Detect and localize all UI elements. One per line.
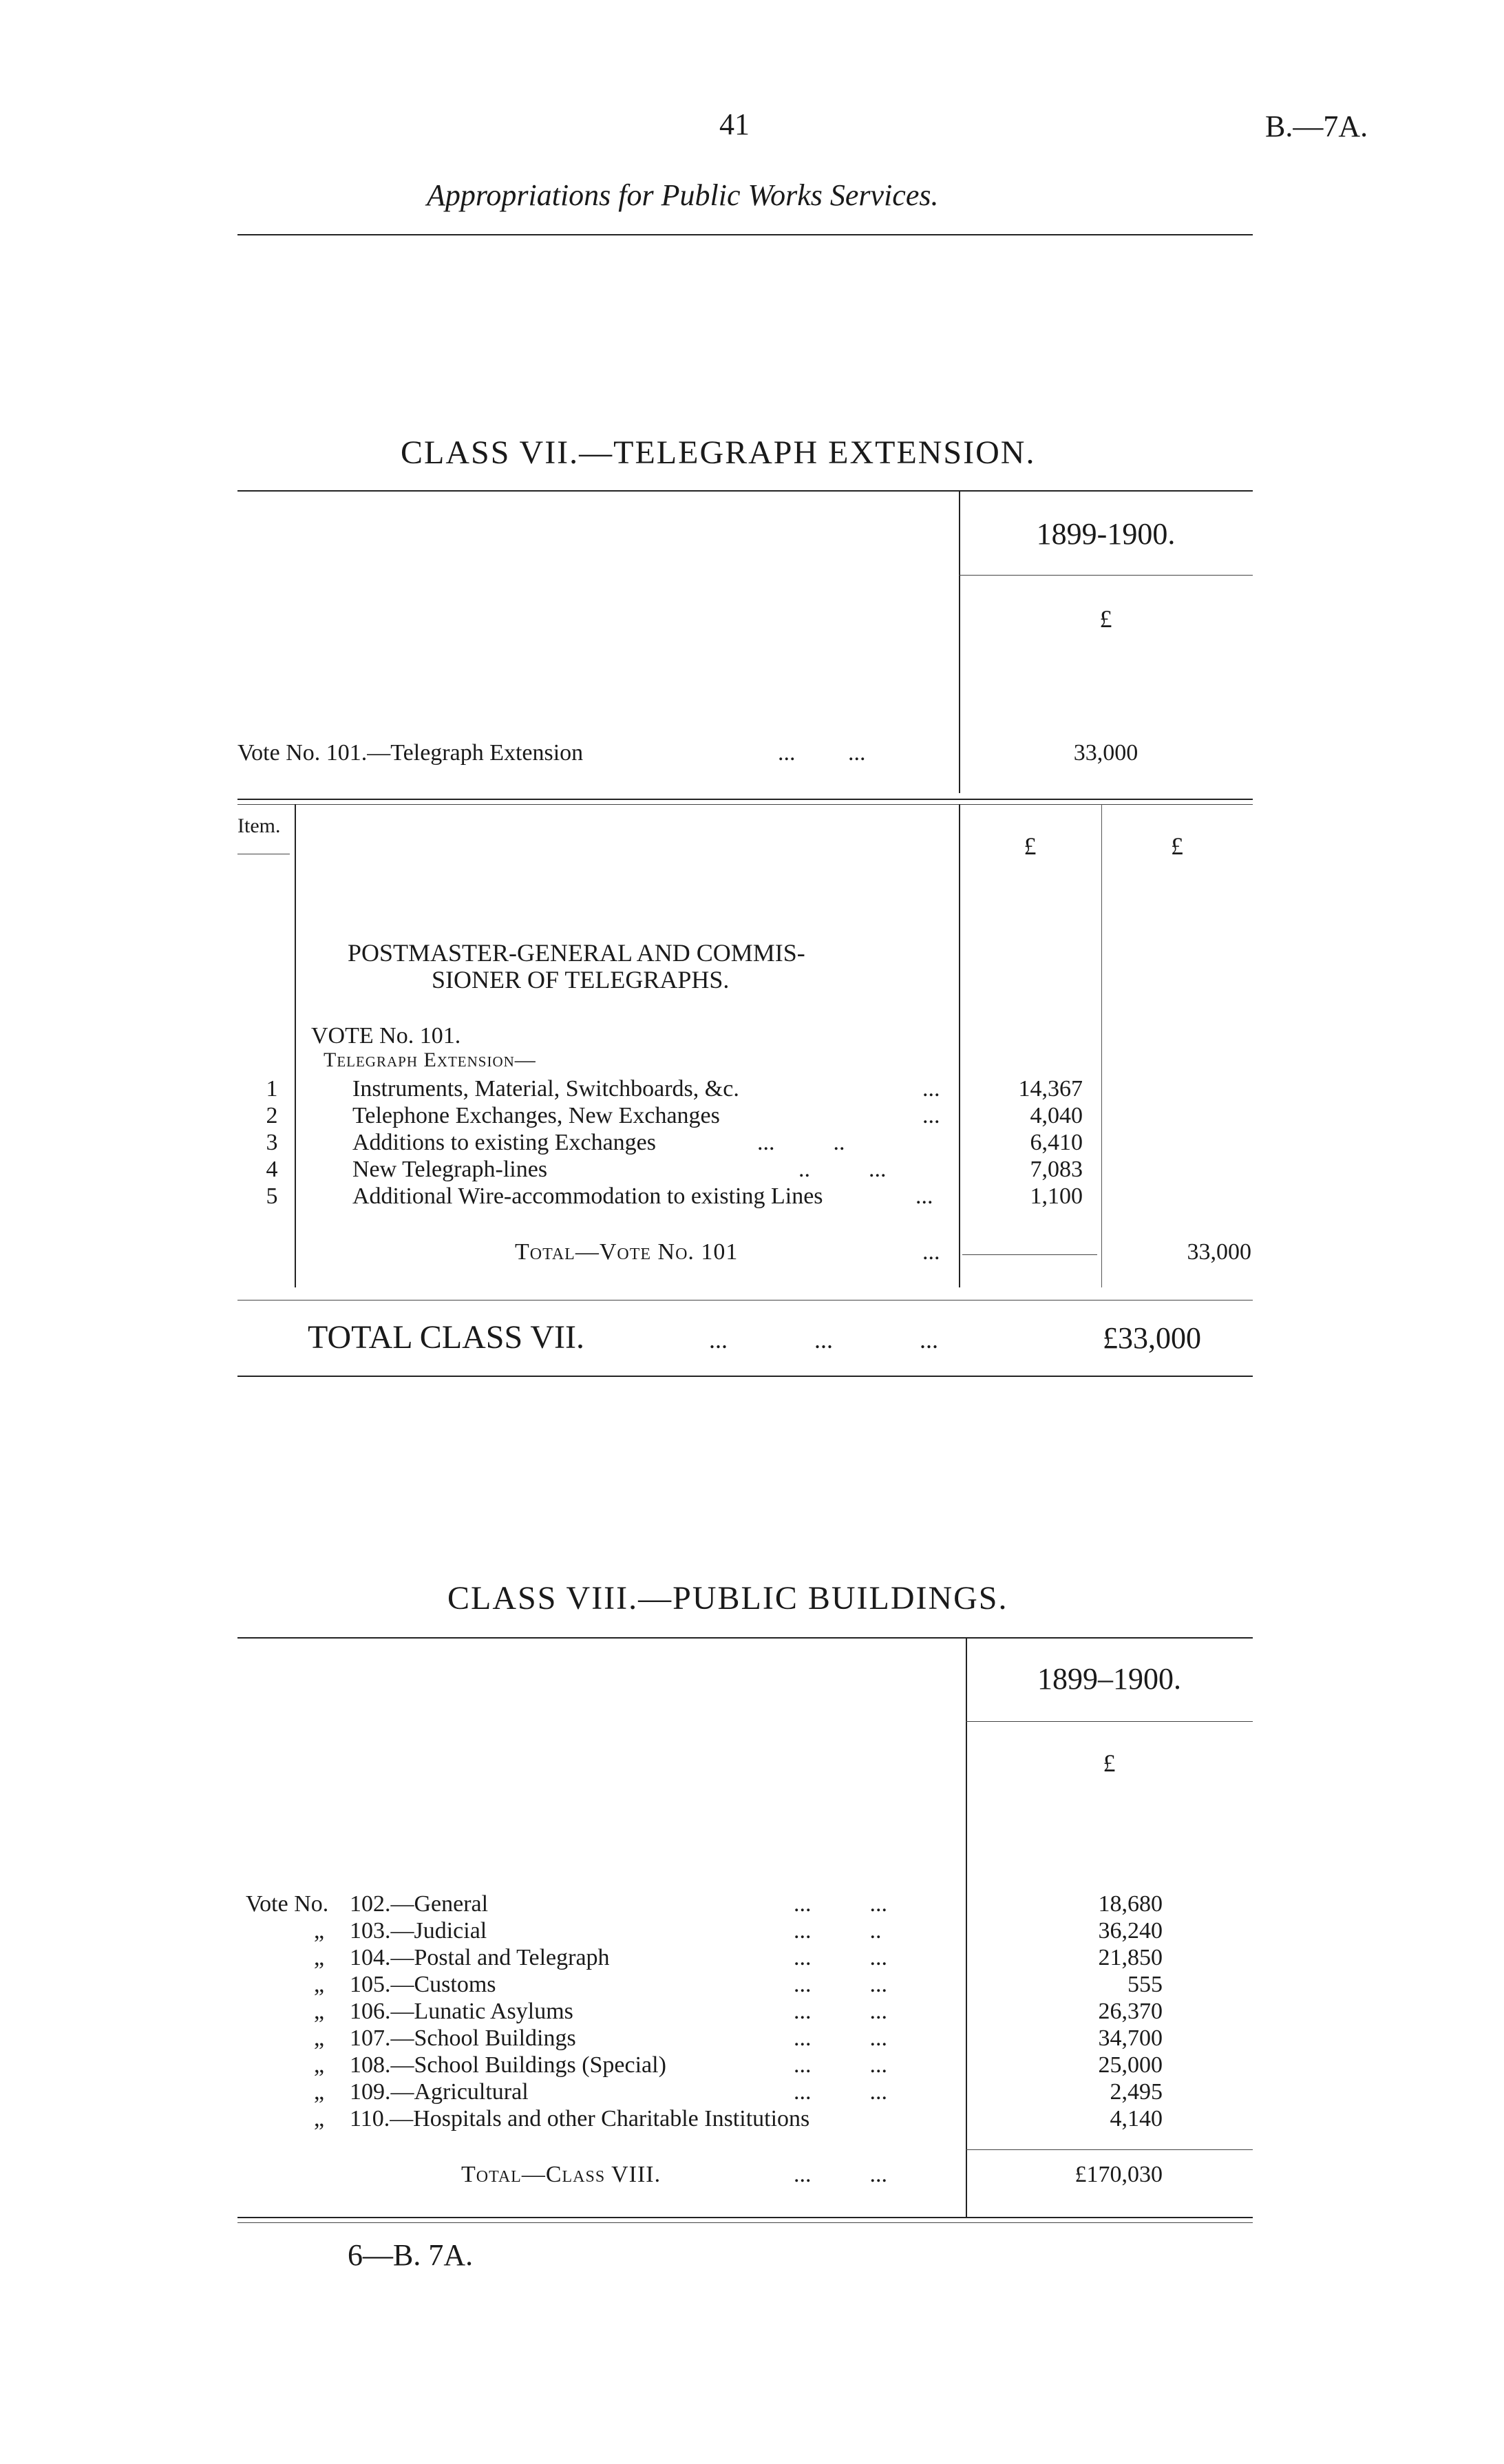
item-amount: 7,083 bbox=[1030, 1157, 1083, 1182]
vote-label: 106.—Lunatic Asylums bbox=[350, 1999, 573, 2024]
page-number: 41 bbox=[719, 107, 750, 141]
class-viii-total-dots: ... ... bbox=[794, 2162, 887, 2187]
vote-label: 103.—Judicial bbox=[350, 1918, 487, 1944]
department-line-1: POSTMASTER-GENERAL AND COMMIS- bbox=[348, 939, 805, 967]
vote-total-amount: 33,000 bbox=[1187, 1239, 1251, 1265]
class-vii-total-amount: £33,000 bbox=[1103, 1321, 1201, 1355]
vote-total-rule bbox=[962, 1254, 1097, 1255]
class-vii-vote-label: Vote No. 101.—Telegraph Extension bbox=[237, 740, 584, 766]
vote-prefix: „ bbox=[314, 2106, 325, 2131]
item-dots: .. ... bbox=[798, 1157, 887, 1182]
vote-prefix: „ bbox=[314, 2052, 325, 2078]
vote-dots: ... ... bbox=[794, 2052, 887, 2078]
class-viii-currency: £ bbox=[1103, 1749, 1116, 1777]
vote-dots: ... ... bbox=[794, 2025, 887, 2051]
item-column-header: Item. bbox=[237, 814, 281, 837]
detail-item-divider bbox=[295, 804, 296, 1287]
class-vii-year: 1899-1900. bbox=[1036, 517, 1176, 551]
telegraph-extension-subhead: Telegraph Extension— bbox=[324, 1049, 536, 1071]
class-vii-total-dots: ... ... ... bbox=[709, 1326, 938, 1354]
vote-amount: 34,700 bbox=[1098, 2025, 1163, 2051]
vote-label: 109.—Agricultural bbox=[350, 2079, 529, 2105]
item-number: 5 bbox=[266, 1183, 278, 1209]
vote-label: 108.—School Buildings (Special) bbox=[350, 2052, 666, 2078]
class-viii-total-label: Total—Class VIII. bbox=[461, 2162, 661, 2187]
document-reference: B.—7A. bbox=[1265, 109, 1368, 143]
item-label: Additional Wire-accommodation to existing Lines bbox=[352, 1183, 823, 1209]
vote-amount: 18,680 bbox=[1098, 1891, 1163, 1917]
signature-mark: 6—B. 7A. bbox=[348, 2238, 474, 2272]
vote-dots: ... ... bbox=[794, 1972, 887, 1997]
vote-label: 105.—Customs bbox=[350, 1972, 496, 1997]
item-dots: ... bbox=[922, 1076, 940, 1102]
vote-label: 104.—Postal and Telegraph bbox=[350, 1945, 610, 1970]
header-rule bbox=[237, 234, 1253, 235]
vote-amount: 25,000 bbox=[1098, 2052, 1163, 2078]
class-vii-summary-top-rule bbox=[237, 490, 1253, 492]
vote-amount: 555 bbox=[1127, 1972, 1163, 1997]
vote-dots: ... ... bbox=[794, 1891, 887, 1917]
class-vii-heading: CLASS VII.—TELEGRAPH EXTENSION. bbox=[401, 434, 1036, 471]
class-viii-total-rule bbox=[966, 2149, 1253, 2150]
vote-prefix: „ bbox=[314, 1972, 325, 1997]
vote-amount: 4,140 bbox=[1110, 2106, 1163, 2131]
vote-label: 107.—School Buildings bbox=[350, 2025, 576, 2051]
class-vii-year-rule bbox=[959, 575, 1253, 576]
detail-col1-currency: £ bbox=[1024, 832, 1037, 860]
vote-prefix: „ bbox=[314, 2079, 325, 2105]
vote-total-label: Total—Vote No. 101 bbox=[515, 1239, 739, 1265]
detail-amount-divider bbox=[959, 804, 960, 1287]
item-label: Instruments, Material, Switchboards, &c. bbox=[352, 1076, 739, 1102]
class-vii-vote-amount: 33,000 bbox=[1073, 740, 1138, 766]
vote-label: 102.—General bbox=[350, 1891, 489, 1917]
class-viii-top-rule bbox=[237, 1637, 1253, 1639]
page-title: Appropriations for Public Works Services. bbox=[427, 178, 939, 212]
class-viii-total-amount: £170,030 bbox=[1074, 2162, 1163, 2187]
class-vii-total-rule-top bbox=[237, 1300, 1253, 1301]
item-dots: ... bbox=[915, 1183, 933, 1209]
item-number: 2 bbox=[266, 1103, 278, 1128]
vote-prefix: „ bbox=[314, 2025, 325, 2051]
item-label: Telephone Exchanges, New Exchanges bbox=[352, 1103, 720, 1128]
item-amount: 6,410 bbox=[1030, 1130, 1083, 1155]
vote-dots: ... ... bbox=[794, 2079, 887, 2105]
item-dots: ... bbox=[922, 1103, 940, 1128]
class-vii-total-label: TOTAL CLASS VII. bbox=[308, 1319, 584, 1356]
item-label: Additions to existing Exchanges bbox=[352, 1130, 657, 1155]
vote-dots: ... .. bbox=[794, 1918, 882, 1944]
department-line-2: SIONER OF TELEGRAPHS. bbox=[432, 966, 730, 993]
item-label: New Telegraph-lines bbox=[352, 1157, 548, 1182]
vote-prefix: Vote No. bbox=[246, 1891, 329, 1917]
detail-total-divider bbox=[1101, 804, 1102, 1287]
item-number: 4 bbox=[266, 1157, 278, 1182]
class-viii-year: 1899–1900. bbox=[1037, 1662, 1181, 1696]
vote-amount: 21,850 bbox=[1098, 1945, 1163, 1970]
vote-amount: 26,370 bbox=[1098, 1999, 1163, 2024]
vote-total-dots: ... bbox=[922, 1239, 940, 1265]
vote-number-heading: VOTE No. 101. bbox=[311, 1023, 461, 1049]
item-number: 3 bbox=[266, 1130, 278, 1155]
vote-prefix: „ bbox=[314, 1999, 325, 2024]
class-viii-bottom-rule-1 bbox=[237, 2217, 1253, 2218]
item-amount: 14,367 bbox=[1018, 1076, 1083, 1102]
vote-dots: ... ... bbox=[794, 1999, 887, 2024]
vote-label: 110.—Hospitals and other Charitable Institutions bbox=[350, 2106, 810, 2131]
vote-prefix: „ bbox=[314, 1918, 325, 1944]
vote-amount: 36,240 bbox=[1098, 1918, 1163, 1944]
class-vii-total-rule-bottom bbox=[237, 1376, 1253, 1377]
detail-top-rule-2 bbox=[237, 804, 1253, 805]
item-number: 1 bbox=[266, 1076, 278, 1102]
vote-dots: ... ... bbox=[794, 1945, 887, 1970]
detail-top-rule-1 bbox=[237, 799, 1253, 800]
class-viii-bottom-rule-2 bbox=[237, 2222, 1253, 2223]
item-amount: 4,040 bbox=[1030, 1103, 1083, 1128]
class-viii-year-rule bbox=[966, 1721, 1253, 1722]
item-amount: 1,100 bbox=[1030, 1183, 1083, 1209]
detail-col2-currency: £ bbox=[1171, 832, 1183, 860]
class-vii-currency: £ bbox=[1099, 605, 1112, 633]
vote-amount: 2,495 bbox=[1110, 2079, 1163, 2105]
item-dots: ... .. bbox=[757, 1130, 845, 1155]
class-viii-heading: CLASS VIII.—PUBLIC BUILDINGS. bbox=[447, 1580, 1008, 1617]
vote-prefix: „ bbox=[314, 1945, 325, 1970]
class-vii-vote-dots: ... ... bbox=[778, 740, 866, 766]
